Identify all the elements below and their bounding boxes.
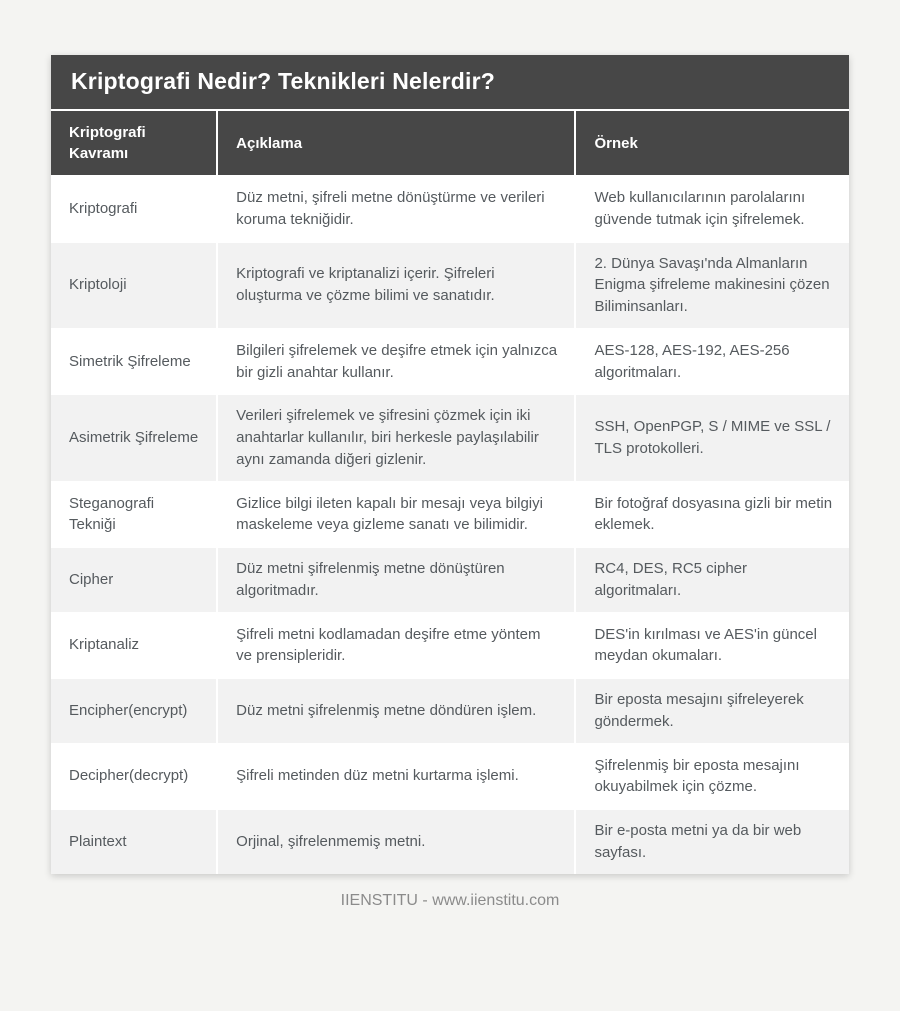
table-row (51, 546, 849, 612)
example-cell: SSH, OpenPGP, S / MIME ve SSL / TLS protokolleri. (574, 393, 849, 480)
page-title: Kriptografi Nedir? Teknikleri Nelerdir? (51, 55, 849, 111)
concept-cell: Steganografi Tekniği (51, 481, 216, 547)
example-cell: Bir eposta mesajını şifreleyerek göndermek. (574, 677, 849, 743)
concept-cell: Kriptanaliz (51, 612, 216, 678)
description-cell: Düz metni şifrelenmiş metne dönüştüren algoritmadır. (216, 546, 574, 612)
table-row (51, 612, 849, 678)
table-row (51, 743, 849, 809)
table-row (51, 808, 849, 874)
table-header-row (51, 111, 849, 175)
description-cell: Düz metni, şifreli metne dönüştürme ve verileri koruma tekniğidir. (216, 175, 574, 241)
column-header-concept: Kriptografi Kavramı (51, 111, 216, 175)
description-cell: Şifreli metni kodlamadan deşifre etme yöntem ve prensipleridir. (216, 612, 574, 678)
site-footer-text: IIENSTITU - www.iienstitu.com (340, 891, 560, 909)
concept-cell: Simetrik Şifreleme (51, 328, 216, 394)
example-cell: DES'in kırılması ve AES'in güncel meydan okumaları. (574, 612, 849, 678)
description-cell: Şifreli metinden düz metni kurtarma işlemi. (216, 743, 574, 809)
concept-cell: Cipher (51, 546, 216, 612)
description-cell: Kriptografi ve kriptanalizi içerir. Şifreleri oluşturma ve çözme bilimi ve sanatıdır. (216, 241, 574, 328)
table-row (51, 328, 849, 394)
example-cell: AES-128, AES-192, AES-256 algoritmaları. (574, 328, 849, 394)
example-cell: RC4, DES, RC5 cipher algoritmaları. (574, 546, 849, 612)
concept-cell: Decipher(decrypt) (51, 743, 216, 809)
table-row (51, 241, 849, 328)
description-cell: Orjinal, şifrelenmemiş metni. (216, 808, 574, 874)
description-cell: Bilgileri şifrelemek ve deşifre etmek için yalnızca bir gizli anahtar kullanır. (216, 328, 574, 394)
concept-cell: Asimetrik Şifreleme (51, 393, 216, 480)
crypto-table-card (51, 55, 849, 874)
description-cell: Gizlice bilgi ileten kapalı bir mesajı veya bilgiyi maskeleme veya gizleme sanatı ve bilimidir. (216, 481, 574, 547)
description-cell: Düz metni şifrelenmiş metne döndüren işlem. (216, 677, 574, 743)
concept-cell: Plaintext (51, 808, 216, 874)
table-row (51, 175, 849, 241)
concept-cell: Kriptoloji (51, 241, 216, 328)
table-row (51, 393, 849, 480)
crypto-table (51, 111, 849, 874)
concept-cell: Encipher(encrypt) (51, 677, 216, 743)
column-header-example: Örnek (574, 111, 849, 175)
example-cell: Web kullanıcılarının parolalarını güvende tutmak için şifrelemek. (574, 175, 849, 241)
example-cell: Bir e-posta metni ya da bir web sayfası. (574, 808, 849, 874)
example-cell: 2. Dünya Savaşı'nda Almanların Enigma şifreleme makinesini çözen Biliminsanları. (574, 241, 849, 328)
table-row (51, 677, 849, 743)
example-cell: Bir fotoğraf dosyasına gizli bir metin eklemek. (574, 481, 849, 547)
example-cell: Şifrelenmiş bir eposta mesajını okuyabilmek için çözme. (574, 743, 849, 809)
table-row (51, 481, 849, 547)
column-header-description: Açıklama (216, 111, 574, 175)
concept-cell: Kriptografi (51, 175, 216, 241)
description-cell: Verileri şifrelemek ve şifresini çözmek için iki anahtarlar kullanılır, biri herkesle paylaşılabilir aynı zamanda diğeri gizlenir. (216, 393, 574, 480)
